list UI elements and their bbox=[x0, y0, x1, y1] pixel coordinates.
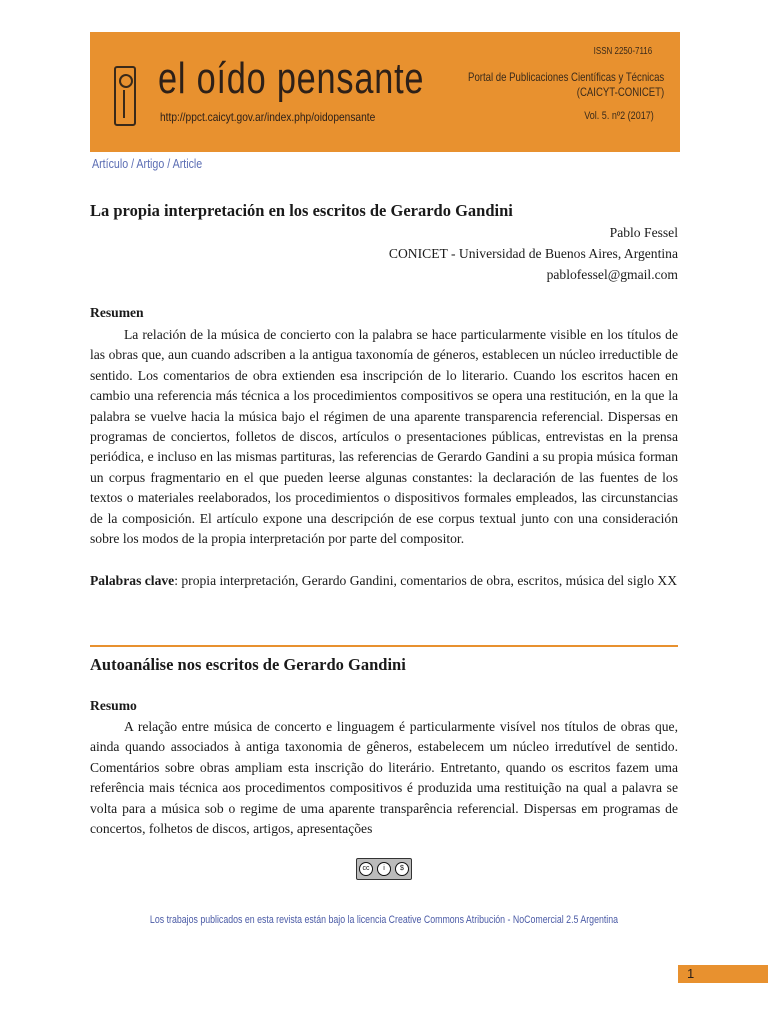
resumo-text: A relação entre música de concerto e linguagem é particularmente visível nos títulos de obras que, ainda quando associados à antiga taxonomia de gêneros, estabelecem um núcleo irredutível de sentido. Comentários sobre obras ampliam esta inscrição do literário. Entretanto, quando os escritos fazem uma referência mais técnica aos procedimentos compositivos é produzida uma restituição na qual a palavra se volta para a música sob o regime de uma aparente transparência referencial. Dispersas em programas de concertos, folhetos de discos, artigos, apresentações bbox=[90, 719, 678, 837]
creative-commons-badge-icon[interactable] bbox=[356, 858, 412, 880]
author-name: Pablo Fessel bbox=[609, 225, 678, 240]
journal-url[interactable]: http://ppct.caicyt.gov.ar/index.php/oidopensante bbox=[160, 110, 376, 124]
journal-name: el oído pensante bbox=[158, 54, 425, 103]
volume-info: Vol. 5. nº2 (2017) bbox=[584, 110, 654, 122]
journal-banner bbox=[90, 32, 680, 152]
issn: ISSN 2250-7116 bbox=[593, 46, 652, 57]
portal-line-2: (CAICYT-CONICET) bbox=[576, 85, 664, 99]
resumo-paragraph bbox=[90, 717, 678, 839]
journal-logo-icon bbox=[114, 66, 136, 126]
keywords bbox=[90, 571, 678, 591]
article-title-pt: Autoanálise nos escritos de Gerardo Gandini bbox=[90, 655, 406, 674]
resumen-heading: Resumen bbox=[90, 305, 144, 320]
resumo-heading: Resumo bbox=[90, 698, 137, 713]
keywords-text: : propia interpretación, Gerardo Gandini, comentarios de obra, escritos, música del siglo XX bbox=[174, 573, 678, 588]
nc-icon: $ bbox=[395, 862, 409, 876]
page-number-box bbox=[678, 965, 768, 983]
page-number: 1 bbox=[687, 966, 695, 981]
by-icon: i bbox=[377, 862, 391, 876]
section-label: Artículo / Artigo / Article bbox=[92, 156, 203, 171]
resumen-text: La relación de la música de concierto con la palabra se hace particularmente visible en los títulos de las obras que, aun cuando adscriben a la antigua taxonomía de géneros, establecen un núcleo irreductible de sentido. Los comentarios de obra extienden esa inscripción de lo literario. Cuando los escritos hacen en cambio una referencia más técnica a los procedimientos compositivos se opera una restitución, en la que la palabra se vuelve hacia la música bajo el régimen de una aparente transparencia referencial. Dispersas en programas de conciertos, folletos de discos, artículos o presentaciones públicas, entrevistas en la prensa periódica, e incluso en las mismas partituras, las referencias de Gerardo Gandini a su propia música forman un corpus fragmentario en el que pueden leerse algunas constantes: la declaración de las fuentes de los textos o materiales reelaborados, los procedimientos o dispositivos formales empleados, las circunstancias de la composición. El artículo expone una descripción de ese corpus textual junto con una consideración sobre los modos de la propia interpretación por parte del compositor. bbox=[90, 327, 678, 547]
cc-icon: cc bbox=[359, 862, 373, 876]
license-text: Los trabajos publicados en esta revista están bajo la licencia Creative Commons Atribución - NoComercial 2.5 Argentina bbox=[149, 914, 619, 926]
resumen-paragraph bbox=[90, 325, 678, 549]
author-affiliation: CONICET - Universidad de Buenos Aires, Argentina bbox=[388, 246, 678, 261]
portal-line-1: Portal de Publicaciones Científicas y Técnicas bbox=[467, 70, 664, 84]
keywords-label: Palabras clave bbox=[90, 573, 175, 588]
article-title-es: La propia interpretación en los escritos de Gerardo Gandini bbox=[90, 201, 513, 220]
section-divider bbox=[90, 645, 678, 647]
portal-info bbox=[468, 70, 664, 100]
author-email[interactable]: pablofessel@gmail.com bbox=[546, 267, 678, 282]
